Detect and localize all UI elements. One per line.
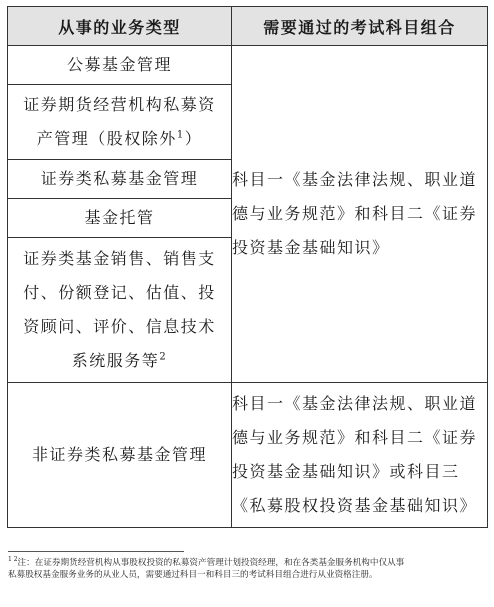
exam-group-2-line: 德与业务规范》和科目二《证券 (232, 428, 478, 447)
footnote-divider (8, 551, 184, 552)
header-row (8, 7, 488, 46)
cell-text-line: 系统服务等 (71, 351, 160, 370)
footnote (8, 557, 486, 581)
exam-group-2-line: 科目一《基金法律法规、职业道 (232, 394, 478, 413)
exam-group-2-line: 《私募股权投资基金基础知识》 (232, 496, 478, 515)
cell-text-line: 资顾问、评价、信息技术 (23, 317, 216, 336)
cell-futures-private-asset-mgmt (8, 85, 232, 160)
cell-text-line: 证券类基金销售、销售支 (23, 249, 216, 268)
cell-exam-group-1 (232, 46, 488, 383)
cell-text-line: 证券期货经营机构私募资 (23, 95, 216, 114)
header-exam-combination: 需要通过的考试科目组合 (232, 7, 488, 46)
cell-exam-group-2 (232, 383, 488, 528)
footnote-ref-1: 1 (176, 129, 185, 141)
header-business-type: 从事的业务类型 (8, 7, 232, 46)
exam-group-2-line: 投资基金基础知识》或科目三 (232, 462, 460, 481)
cell-text-line: ） (184, 129, 203, 148)
cell-text-line: 产管理（股权除外 (36, 129, 177, 148)
footnote-ref-2: 2 (159, 351, 168, 363)
cell-non-securities-pe: 非证券类私募基金管理 (8, 383, 232, 528)
cell-custody: 基金托管 (8, 199, 232, 238)
exam-group-1-line: 科目一《基金法律法规、职业道 (232, 170, 478, 189)
cell-public-fund: 公募基金管理 (8, 46, 232, 85)
footnote-line: 注：在证券期货经营机构从事股权投资的私募资产管理计划投资经理，和在各类基金服务机构中仅从事 (17, 558, 405, 568)
footnote-line: 私募股权基金服务业务的从业人员，需要通过科目一和科目三的考试科目组合进行从业资格注册。 (8, 570, 378, 580)
cell-securities-pe: 证券类私募基金管理 (8, 160, 232, 199)
table-row (8, 383, 488, 528)
table-row (8, 46, 488, 85)
cell-fund-services (8, 238, 232, 383)
exam-group-1-line: 德与业务规范》和科目二《证券 (232, 204, 478, 223)
exam-group-1-line: 投资基金基础知识》 (232, 238, 390, 257)
exam-requirements-table (7, 6, 488, 528)
cell-text-line: 付、份额登记、估值、投 (23, 283, 216, 302)
footnote-marker: 1 2 (8, 556, 18, 564)
